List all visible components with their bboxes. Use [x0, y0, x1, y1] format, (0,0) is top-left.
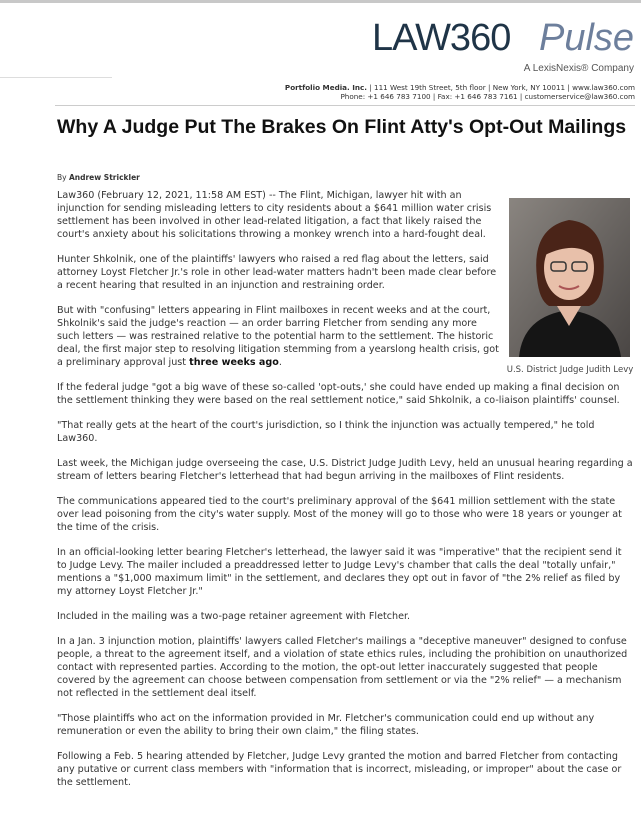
author-name: Andrew Strickler — [68, 173, 140, 182]
publisher-address — [285, 83, 635, 101]
three-weeks-ago-link[interactable]: three weeks ago — [189, 357, 279, 368]
article-title: Why A Judge Put The Brakes On Flint Atty's Opt-Out Mailings — [57, 116, 627, 138]
paragraph: In an official-looking letter bearing Fletcher's letterhead, the lawyer said it was "imperative" that the recipient send it to Judge Levy. The mailer included a preaddressed letter to Judge Levy's chamber that calls the deal "totally unfair," mentions a "$1,000 maximum limit" in the settlement, and declares they opt out in favor of "the 2% relief as filed by my attorney Loyst Fletcher Jr." — [57, 547, 622, 597]
byline — [57, 173, 140, 182]
paragraph: In a Jan. 3 injunction motion, plaintiffs' lawyers called Fletcher's mailings a "deceptive maneuver" designed to confuse people, a threat to the agreement itself, and a violation of state ethics rules, including the prohibition on unauthorized contact with represented parties. According to the motion, the opt-out letter inaccurately suggested that people covered by the agreement can choose between compensation from settlement or via the "2% relief" — a mechanism not reflected in the settlement deal itself. — [57, 636, 628, 699]
logo-tagline: A LexisNexis® Company — [523, 63, 634, 74]
law360-pulse-logo — [372, 17, 634, 79]
paragraph: "Those plaintiffs who act on the information provided in Mr. Fletcher's communication could end up without any remuneration or even the ability to bring their own claim," the filing states. — [57, 713, 595, 737]
paragraph: The communications appeared tied to the court's preliminary approval of the $641 million settlement with the state over lead poisoning from the city's water supply. Most of the money will go to those who were 18 years or younger at the time of the crisis. — [57, 496, 622, 533]
logo-law360: LAW360 — [372, 17, 511, 59]
contact-line: Phone: +1 646 783 7100 | Fax: +1 646 783 7161 | customerservice@law360.com — [340, 92, 635, 101]
paragraph: Included in the mailing was a two-page retainer agreement with Fletcher. — [57, 611, 411, 622]
by-label: By — [57, 173, 69, 182]
paragraph: Last week, the Michigan judge overseeing the case, U.S. District Judge Judith Levy, held an unusual hearing regarding a stream of letters bearing Fletcher's letterhead that had begun arriving in the mailboxes of Flint residents. — [57, 458, 633, 482]
paragraph: Following a Feb. 5 hearing attended by Fletcher, Judge Levy granted the motion and barred Fletcher from contacting any putative or current class members with "information that is incorrect, misleading, or improper" about the case or the settlement. — [57, 751, 622, 788]
divider — [0, 77, 112, 78]
divider — [55, 105, 635, 106]
paragraph: Law360 (February 12, 2021, 11:58 AM EST) -- The Flint, Michigan, lawyer hit with an injunction for sending misleading letters to city residents about a $641 million water crisis settlement has been involved in other lead-related litigation, a fact that likely raised the court's anxiety about his solicitations throwing a monkey wrench into a hard-fought deal. — [57, 190, 492, 240]
photo-caption: U.S. District Judge Judith Levy — [506, 365, 634, 375]
logo-pulse: Pulse — [539, 17, 635, 59]
paragraph: Hunter Shkolnik, one of the plaintiffs' lawyers who raised a red flag about the letters, said attorney Loyst Fletcher Jr.'s role in other lead-water matters hadn't been made clear before a recent hearing that resulted in an injunction and restraining order. — [57, 254, 497, 291]
company-name: Portfolio Media. Inc. — [284, 83, 368, 92]
article-body — [57, 189, 633, 801]
paragraph-text: . — [278, 357, 282, 368]
address-line: | 111 West 19th Street, 5th floor | New York, NY 10011 | www.law360.com — [367, 83, 635, 92]
paragraph — [57, 304, 502, 369]
paragraph: "That really gets at the heart of the court's jurisdiction, so I think the injunction was actually tempered," he told Law360. — [57, 420, 595, 444]
paragraph-text: But with "confusing" letters appearing in Flint mailboxes in recent weeks and at the court, Shkolnik's said the judge's reaction — an order barring Fletcher from sending any more such letters — was restrained relative to the potential harm to the settlement. The historic deal, the first major step to resolving litigation stemming from a yearslong health crisis, got a preliminary approval just — [57, 305, 499, 368]
paragraph: If the federal judge "got a big wave of these so-called 'opt-outs,' she could have ended up making a final decision on the settlement thinking they were based on the real settlement notice," said Shkolnik, a co-liaison plaintiffs' counsel. — [57, 382, 620, 406]
